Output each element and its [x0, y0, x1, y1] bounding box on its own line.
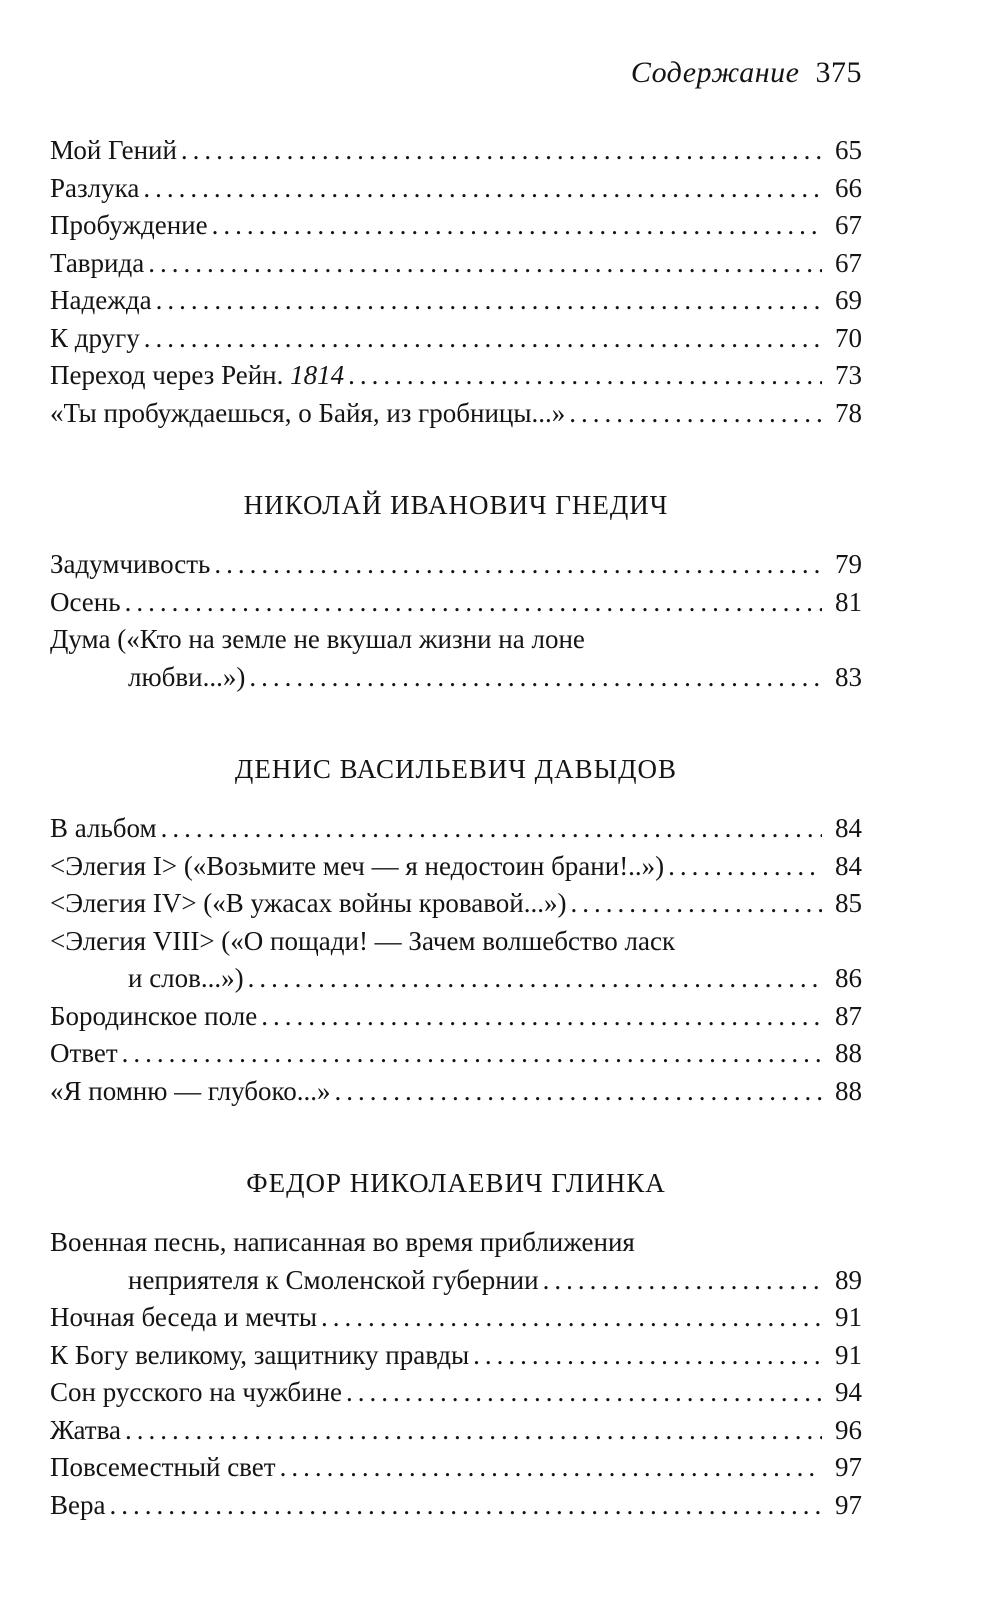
toc-entry-title-text: Повсеместный свет: [50, 1452, 276, 1482]
toc-entry-title: [128, 1262, 539, 1300]
toc-entry-line: [50, 546, 862, 584]
toc-entry-line: [50, 923, 862, 961]
toc-page-number: 81: [835, 586, 862, 617]
toc-entry-line: [50, 1299, 862, 1337]
toc-page-number: 87: [835, 1000, 862, 1031]
running-head: [631, 56, 862, 90]
toc-section: [50, 132, 862, 432]
toc-entry: [50, 1337, 862, 1375]
dot-leader: [249, 659, 822, 697]
dot-leader: [280, 1449, 822, 1487]
toc-entry: [50, 245, 862, 283]
toc-entry-title-text: Вера: [50, 1489, 106, 1520]
toc-entry-title: [50, 357, 344, 395]
toc-entry: [50, 282, 862, 320]
dot-leader: [571, 885, 823, 923]
dot-leader: [569, 395, 822, 433]
toc-entry-title: [50, 546, 210, 584]
toc-page-number: 96: [835, 1414, 862, 1445]
toc-entry-title: [128, 960, 244, 998]
dot-leader: [143, 170, 822, 208]
toc-page-number: 78: [835, 397, 862, 428]
toc-entry: [50, 132, 862, 170]
toc-entry-line: [50, 1073, 862, 1111]
toc-page-number: 97: [835, 1489, 862, 1520]
toc-page-number: 79: [835, 549, 862, 579]
toc-entry-title-text: Военная песнь, написанная во время приближения: [50, 1227, 635, 1257]
toc-entry-line: [50, 1374, 862, 1412]
toc-entry-line: [50, 357, 862, 395]
toc-entry-line: [50, 395, 862, 433]
toc-entry-title-text: Сон русского на чужбине: [50, 1377, 343, 1407]
toc-page-number: 67: [835, 247, 862, 278]
toc-entry-title-text: Задумчивость: [50, 549, 211, 579]
toc-entry: [50, 998, 862, 1036]
dot-leader: [248, 960, 822, 998]
toc-entry-title-text: Жатва: [50, 1414, 121, 1445]
toc-entry-title-text: Дума («Кто на земле не вкушал жизни на лоне: [50, 624, 585, 654]
toc-entry: [50, 170, 862, 208]
toc-entry-line: [50, 848, 862, 886]
toc-section: [50, 1164, 862, 1524]
toc-entry-title: [50, 1374, 342, 1412]
toc-entry: [50, 1374, 862, 1412]
toc-entry-title-text: Мой Гений: [50, 135, 177, 165]
dot-leader: [346, 1374, 822, 1412]
dot-leader: [214, 546, 822, 584]
dot-leader: [668, 848, 822, 886]
dot-leader: [148, 245, 822, 283]
toc-page-number: 83: [835, 661, 862, 692]
dot-leader: [543, 1262, 822, 1300]
toc-entry-title-text: Ответ: [50, 1038, 118, 1068]
toc-entry: [50, 1412, 862, 1450]
toc-entry: [50, 1449, 862, 1487]
toc-entry-title: [50, 923, 675, 961]
toc-entry-title-text: В альбом: [50, 813, 157, 843]
toc-entry: [50, 546, 862, 584]
toc-entry-title: [50, 1073, 330, 1111]
toc-page-number: 88: [835, 1075, 862, 1106]
toc-entry-title-text: К другу: [50, 322, 140, 353]
toc-entry-title-text: Осень: [50, 586, 121, 617]
toc-page-number: 84: [835, 850, 862, 881]
toc-entry-title-text: «Я помню — глубоко...»: [50, 1075, 331, 1106]
toc-entry-line: [50, 320, 862, 358]
toc-entry: [50, 395, 862, 433]
toc-entry-line: [50, 1487, 862, 1525]
toc-entry-title: [50, 1035, 118, 1073]
toc-entry-line: [50, 1337, 862, 1375]
toc-entry-line: [50, 1262, 862, 1300]
toc-entry-title-text: <Элегия I> («Возьмите меч — я недостоин брани!..»): [50, 850, 665, 881]
author-heading: НИКОЛАЙ ИВАНОВИЧ ГНЕДИЧ: [243, 490, 669, 520]
toc-entry-line: [50, 245, 862, 283]
toc-entry-title: [50, 1487, 105, 1525]
toc-entry: [50, 1299, 862, 1337]
toc-page-number: 84: [835, 813, 862, 843]
toc-entry-title-text: Пробуждение: [50, 210, 208, 240]
toc-entry-title: [50, 810, 157, 848]
dot-leader: [473, 1337, 822, 1375]
toc-page-number: 88: [835, 1038, 862, 1068]
toc-section: [50, 486, 862, 696]
author-heading: ФЕДОР НИКОЛАЕВИЧ ГЛИНКА: [246, 1168, 666, 1198]
dot-leader: [181, 132, 822, 170]
toc-page-number: 91: [835, 1339, 862, 1370]
toc-entry-line: [50, 621, 862, 659]
dot-leader: [321, 1299, 822, 1337]
toc-entry: [50, 810, 862, 848]
toc-entry-title: [50, 282, 152, 320]
toc-entry-title-text: Ночная беседа и мечты: [50, 1302, 318, 1332]
toc-entry: [50, 885, 862, 923]
toc-entry-title-text: Переход через Рейн.: [50, 360, 291, 390]
toc-entry: [50, 584, 862, 622]
toc-section: [50, 750, 862, 1110]
toc-entry-title-text: К Богу великому, защитнику правды: [50, 1339, 470, 1370]
toc-entry-line: [50, 132, 862, 170]
toc-page-number: 70: [835, 322, 862, 353]
toc-page-number: 66: [835, 172, 862, 203]
toc-entry-line: [50, 584, 862, 622]
toc-entry: [50, 1487, 862, 1525]
toc-entry: [50, 848, 862, 886]
toc-page-number: 89: [835, 1264, 862, 1295]
toc-entry: [50, 320, 862, 358]
dot-leader: [334, 1073, 822, 1111]
dot-leader: [348, 357, 822, 395]
dot-leader: [161, 810, 822, 848]
toc-page-number: 65: [835, 135, 862, 165]
toc-entry-line: [50, 1412, 862, 1450]
toc-entry-title: [50, 207, 208, 245]
dot-leader: [122, 1035, 822, 1073]
toc-entry-title: [50, 170, 139, 208]
toc-entry-title-text: любви...»): [128, 661, 246, 692]
toc-page-number: 91: [835, 1302, 862, 1332]
toc-entry-line: [50, 659, 862, 697]
toc-entry-title-text: Бородинское поле: [50, 1000, 258, 1031]
toc-entry-title: [50, 885, 567, 923]
toc-entry-title: [50, 1449, 276, 1487]
toc-entry-title: [50, 1299, 317, 1337]
dot-leader: [261, 998, 822, 1036]
toc-page-number: 67: [835, 210, 862, 240]
dot-leader: [125, 584, 822, 622]
toc-entry-line: [50, 207, 862, 245]
toc-entry-title: [50, 245, 144, 283]
toc-entry-title: [50, 1412, 121, 1450]
toc-entry: [50, 1035, 862, 1073]
toc-entry-line: [50, 1035, 862, 1073]
table-of-contents: [50, 132, 862, 1524]
toc-entry: [50, 1224, 862, 1299]
toc-entry-title: [128, 659, 245, 697]
page-number: 375: [815, 56, 862, 89]
dot-leader: [109, 1487, 822, 1525]
toc-entry-title: [50, 1224, 635, 1262]
toc-entry-title: [50, 132, 177, 170]
toc-entry-title: [50, 621, 585, 659]
toc-entry-line: [50, 170, 862, 208]
toc-entry-line: [50, 1224, 862, 1262]
toc-entry-title-text: неприятеля к Смоленской губернии: [128, 1264, 539, 1295]
toc-entry-line: [50, 282, 862, 320]
toc-page-number: 69: [835, 285, 862, 315]
toc-entry-title: [50, 848, 664, 886]
toc-entry-line: [50, 1449, 862, 1487]
toc-entry-title-text: Надежда: [50, 285, 152, 315]
toc-entry-line: [50, 998, 862, 1036]
toc-page-number: 73: [835, 360, 862, 390]
dot-leader: [144, 320, 822, 358]
toc-entry-line: [50, 960, 862, 998]
toc-page-number: 97: [835, 1452, 862, 1482]
toc-entry-title: [50, 584, 121, 622]
toc-entry-title-text: <Элегия VIII> («О пощади! — Зачем волшебство ласк: [50, 925, 676, 956]
toc-entry-title-text: Таврида: [50, 247, 145, 278]
toc-entry-title-text: Разлука: [50, 172, 140, 203]
toc-page-number: 94: [835, 1377, 862, 1407]
toc-entry: [50, 207, 862, 245]
dot-leader: [156, 282, 822, 320]
toc-entry-title: [50, 395, 565, 433]
dot-leader: [125, 1412, 822, 1450]
toc-entry-title: [50, 1337, 469, 1375]
toc-entry-title: [50, 320, 140, 358]
toc-entry-title-text: <Элегия IV> («В ужасах войны кровавой...»): [50, 888, 567, 918]
toc-entry-year: 1814: [290, 360, 345, 390]
toc-entry-line: [50, 810, 862, 848]
toc-entry-title-text: «Ты пробуждаешься, о Байя, из гробницы...»: [50, 397, 566, 428]
toc-entry: [50, 357, 862, 395]
toc-entry: [50, 621, 862, 696]
toc-entry-title: [50, 998, 257, 1036]
toc-page-number: 85: [835, 888, 862, 918]
dot-leader: [212, 207, 822, 245]
toc-entry-title-text: и слов...»): [128, 963, 244, 993]
toc-entry-line: [50, 885, 862, 923]
toc-entry: [50, 923, 862, 998]
running-head-title: Содержание: [630, 56, 800, 89]
toc-page-number: 86: [835, 963, 862, 993]
toc-entry: [50, 1073, 862, 1111]
author-heading: ДЕНИС ВАСИЛЬЕВИЧ ДАВЫДОВ: [234, 754, 678, 784]
